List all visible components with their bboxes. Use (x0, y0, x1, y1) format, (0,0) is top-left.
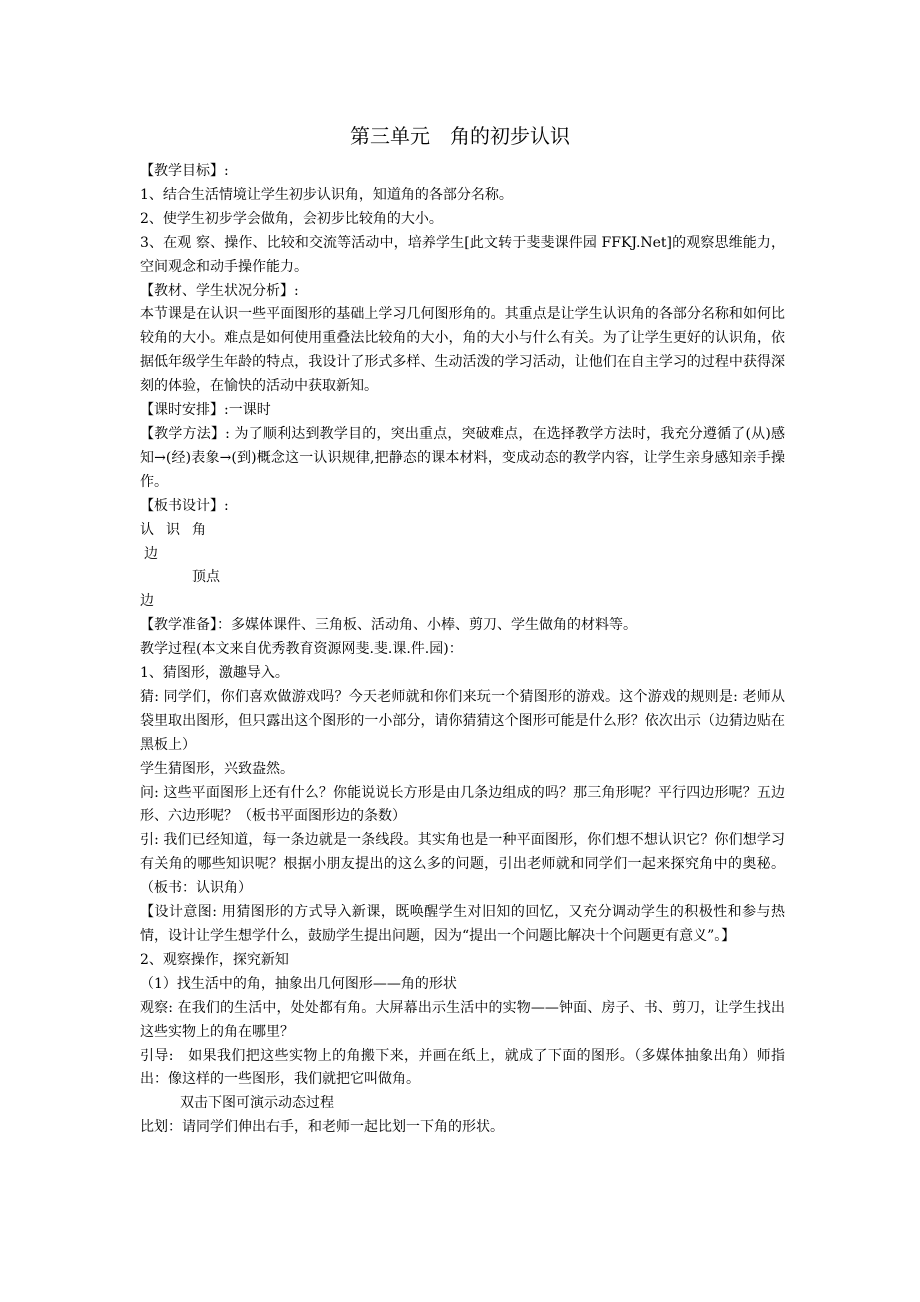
students-guess-line: 学生猜图形，兴致盎然。 (140, 760, 294, 777)
step-heading: 2、观察操作，探究新知 (140, 951, 289, 968)
board-side-label: 边 (144, 545, 158, 562)
goals-heading: 【教学目标】: (140, 163, 229, 179)
ask-paragraph: 问: 这些平面图形上还有什么？你能说说长方形是由几条边组成的吗？那三角形呢？平行四边形呢？五边形、六边形呢？（板书平面图形边的条数） (140, 784, 785, 825)
double-click-note: 双击下图可演示动态过程 (180, 1095, 334, 1112)
goal-item: 3、在观 察、操作、比较和交流等活动中，培养学生[此文转于斐斐课件园 FFKJ.Net]的观察思维能力，空间观念和动手操作能力。 (140, 234, 785, 275)
guess-paragraph: 猜: 同学们，你们喜欢做游戏吗？今天老师就和你们来玩一个猜图形的游戏。这个游戏的规则是: 老师从袋里取出图形，但只露出这个图形的一小部分，请你猜猜这个图形可能是什么形？依次出示（边猜边贴在黑板上） (140, 688, 785, 753)
goal-item: 2、使学生初步学会做角，会初步比较角的大小。 (140, 210, 443, 227)
analysis-heading: 【教材、学生状况分析】: (140, 282, 299, 299)
schedule-line: 【课时安排】:一课时 (140, 402, 271, 419)
page-title: 第三单元 角的初步认识 (350, 124, 570, 148)
guide-paragraph: 引导: 如果我们把这些实物上的角搬下来，并画在纸上，就成了下面的图形。（多媒体抽象出角）师指出：像这样的一些图形，我们就把它叫做角。 (140, 1047, 785, 1088)
observe-paragraph: 观察: 在我们的生活中，处处都有角。大屏幕出示生活中的实物——钟面、房子、书、剪刀，让学生找出这些实物上的角在哪里？ (140, 999, 785, 1040)
gesture-paragraph: 比划：请同学们伸出右手，和老师一起比划一下角的形状。 (140, 1119, 504, 1136)
board-side-label: 边 (140, 593, 154, 610)
board-vertex-label: 顶点 (192, 569, 220, 586)
board-title: 认识角 (140, 521, 218, 538)
step-heading: 1、猜图形，激趣导入。 (140, 665, 289, 682)
analysis-paragraph: 本节课是在认识一些平面图形的基础上学习几何图形角的。其重点是让学生认识角的各部分名称和如何比较角的大小。难点是如何使用重叠法比较角的大小，角的大小与什么有关。为了让学生更好的认识角，依据低年级学生年龄的特点，我设计了形式多样、生动活泼的学习活动，让他们在自主学习的过程中获得深刻的体验，在愉快的活动中获取新知。 (140, 306, 785, 395)
sub-step-heading: （1）找生活中的角，抽象出几何图形——角的形状 (140, 975, 457, 992)
document-body (140, 160, 785, 1140)
goal-item: 1、结合生活情境让学生初步认识角，知道角的各部分名称。 (140, 186, 513, 203)
prep-paragraph: 【教学准备】：多媒体课件、三角板、活动角、小棒、剪刀、学生做角的材料等。 (140, 617, 637, 634)
process-heading: 教学过程(本文来自优秀教育资源网斐.斐.课.件.园)： (140, 641, 463, 658)
design-intent-paragraph: 【设计意图: 用猜图形的方式导入新课，既唤醒学生对旧知的回忆，又充分调动学生的积极性和参与热情，设计让学生想学什么，鼓励学生提出问题，因为“提出一个问题比解决十个问题更有意义”。】 (140, 904, 785, 944)
board-heading: 【板书设计】: (140, 497, 229, 514)
lead-paragraph: 引: 我们已经知道，每一条边就是一条线段。其实角也是一种平面图形，你们想不想认识它？你们想学习有关角的哪些知识呢？根据小朋友提出的这么多的问题，引出老师就和同学们一起来探究角中的奥秘。（板书：认识角） (140, 832, 785, 897)
method-paragraph: 【教学方法】: 为了顺利达到教学目的，突出重点，突破难点，在选择教学方法时，我充分遵循了(从)感知→(经)表象→(到)概念这一认识规律,把静态的课本材料，变成动态的教学内容，让学生亲身感知亲手操作。 (140, 425, 785, 490)
